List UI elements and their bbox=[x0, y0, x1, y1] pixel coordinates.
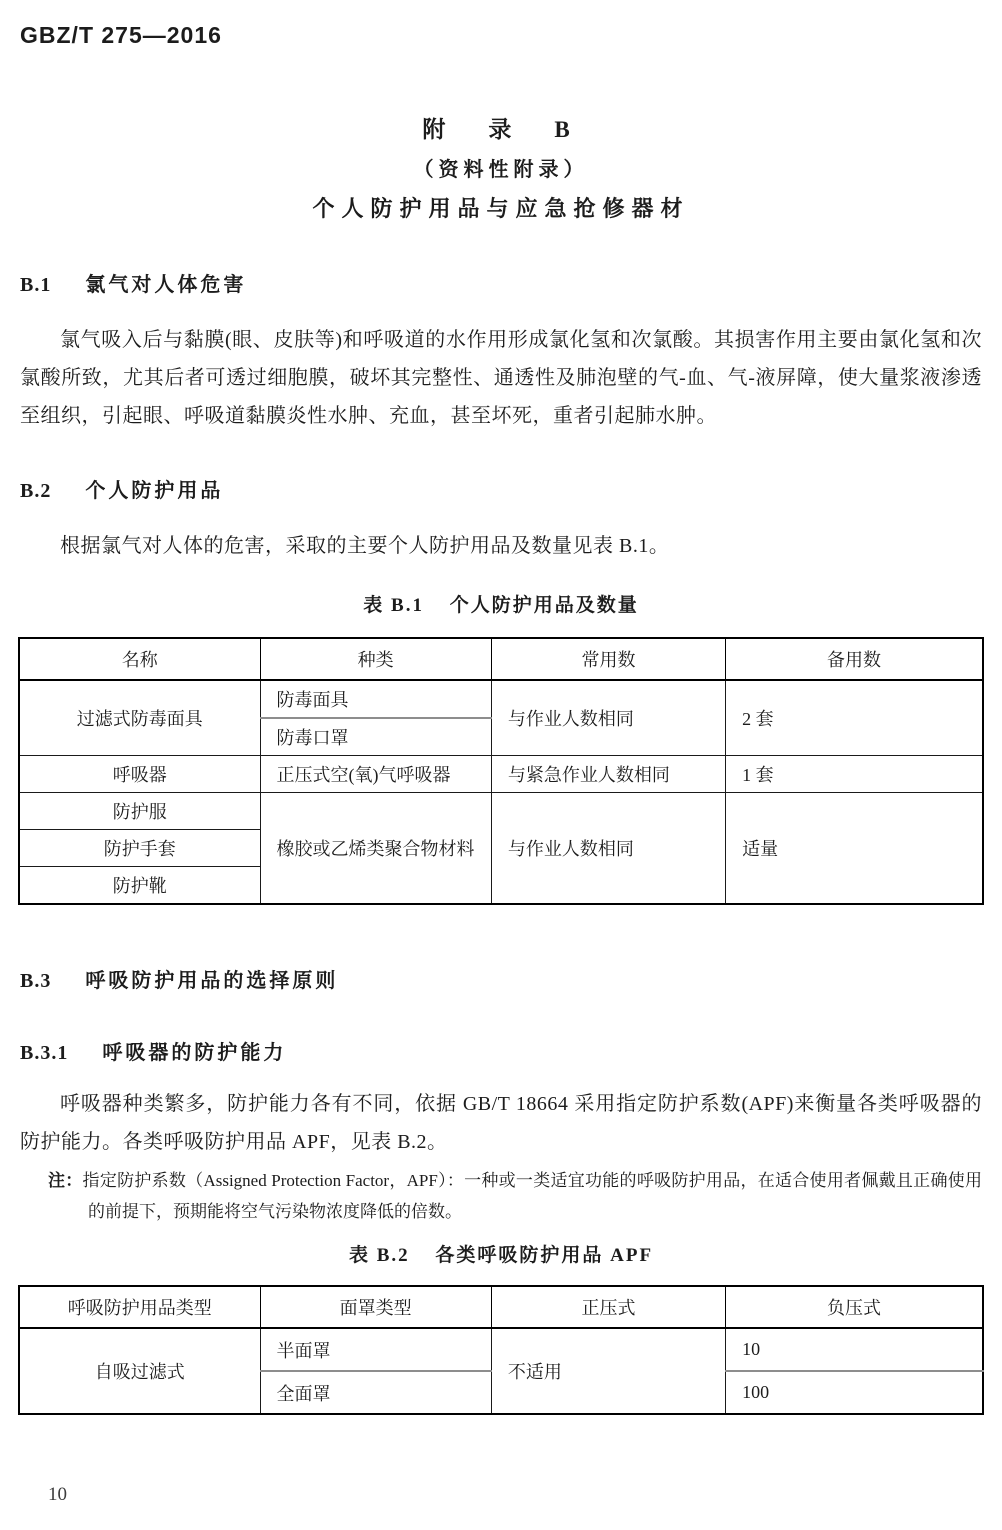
cell-protective-suit: 防护服 bbox=[19, 793, 260, 830]
table-b2-caption bbox=[20, 1241, 982, 1271]
table-header-row bbox=[19, 1286, 983, 1328]
cell-apf-100: 100 bbox=[726, 1371, 983, 1414]
table-caption-label: 表 B.1 bbox=[363, 595, 424, 616]
paragraph-b1: 氯气吸入后与黏膜(眼、皮肤等)和呼吸道的水作用形成氯化氢和次氯酸。其损害作用主要由氯化氢和次氯酸所致，尤其后者可透过细胞膜，破坏其完整性、通透性及肺泡壁的气-血、气-液屏障，使大量浆液渗透至组织，引起眼、呼吸道黏膜炎性水肿、充血，甚至坏死，重者引起肺水肿。 bbox=[20, 329, 982, 427]
section-number: B.2 bbox=[20, 480, 52, 502]
column-header-spare-qty: 备用数 bbox=[726, 638, 983, 680]
cell-respirator-kind: 正压式空(氧)气呼吸器 bbox=[260, 756, 491, 793]
section-title: 呼吸防护用品的选择原则 bbox=[85, 970, 339, 992]
cell-spare-qty: 适量 bbox=[726, 793, 983, 905]
cell-respirator-name: 呼吸器 bbox=[19, 756, 260, 793]
cell-protective-gloves: 防护手套 bbox=[19, 830, 260, 867]
paragraph-b2: 根据氯气对人体的危害，采取的主要个人防护用品及数量见表 B.1。 bbox=[60, 535, 670, 557]
standard-number: GBZ/T 275—2016 bbox=[20, 22, 222, 48]
column-header-positive-pressure: 正压式 bbox=[491, 1286, 725, 1328]
table-caption-title: 各类呼吸防护用品 APF bbox=[435, 1245, 654, 1266]
table-header-row bbox=[19, 638, 983, 680]
section-heading-b1 bbox=[20, 271, 982, 299]
note-apf-definition bbox=[20, 1165, 982, 1227]
section-heading-b3 bbox=[20, 967, 982, 995]
cell-material-kind: 橡胶或乙烯类聚合物材料 bbox=[260, 793, 491, 905]
page-number: 10 bbox=[48, 1484, 67, 1505]
column-header-mask-type: 面罩类型 bbox=[260, 1286, 491, 1328]
table-b1 bbox=[18, 637, 984, 905]
column-header-common-qty: 常用数 bbox=[491, 638, 725, 680]
appendix-title: 个人防护用品与应急抢修器材 bbox=[312, 196, 690, 221]
table-caption-label: 表 B.2 bbox=[348, 1245, 410, 1266]
section-heading-b2 bbox=[20, 477, 982, 505]
cell-gas-respirator-mask: 防毒口罩 bbox=[260, 718, 491, 756]
paragraph-b31: 呼吸器种类繁多，防护能力各有不同，依据 GB/T 18664 采用指定防护系数(APF)来衡量各类呼吸器的防护能力。各类呼吸防护用品 APF，见表 B.2。 bbox=[20, 1093, 982, 1153]
column-header-kind: 种类 bbox=[260, 638, 491, 680]
section-number: B.1 bbox=[20, 274, 52, 296]
appendix-type: （资料性附录） bbox=[413, 159, 589, 181]
section-title: 呼吸器的防护能力 bbox=[102, 1042, 287, 1064]
table-row bbox=[19, 1328, 983, 1371]
table-row bbox=[19, 680, 983, 718]
cell-common-qty: 与作业人数相同 bbox=[491, 793, 725, 905]
column-header-negative-pressure: 负压式 bbox=[726, 1286, 983, 1328]
cell-half-mask: 半面罩 bbox=[260, 1328, 491, 1371]
note-text: 指定防护系数（Assigned Protection Factor，APF）：一种或一类适宜功能的呼吸防护用品，在适合使用者佩戴且正确使用的前提下，预期能将空气污染物浓度降低的倍数。 bbox=[82, 1171, 982, 1221]
section-number: B.3.1 bbox=[20, 1042, 69, 1064]
column-header-name: 名称 bbox=[19, 638, 260, 680]
cell-spare-qty: 2 套 bbox=[726, 680, 983, 756]
cell-filter-mask-name: 过滤式防毒面具 bbox=[19, 680, 260, 756]
appendix-label: 附 录 B bbox=[422, 117, 580, 142]
cell-self-priming-filter-type: 自吸过滤式 bbox=[19, 1328, 260, 1414]
cell-full-mask: 全面罩 bbox=[260, 1371, 491, 1414]
cell-common-qty: 与紧急作业人数相同 bbox=[491, 756, 725, 793]
cell-apf-10: 10 bbox=[726, 1328, 983, 1371]
table-row bbox=[19, 793, 983, 830]
cell-protective-boots: 防护靴 bbox=[19, 867, 260, 905]
table-row bbox=[19, 756, 983, 793]
cell-not-applicable: 不适用 bbox=[491, 1328, 725, 1414]
cell-gas-mask: 防毒面具 bbox=[260, 680, 491, 718]
cell-common-qty: 与作业人数相同 bbox=[491, 680, 725, 756]
section-heading-b31 bbox=[20, 1039, 982, 1067]
note-label: 注： bbox=[48, 1171, 83, 1190]
section-title: 个人防护用品 bbox=[85, 480, 224, 502]
section-title: 氯气对人体危害 bbox=[85, 274, 247, 296]
table-caption-title: 个人防护用品及数量 bbox=[449, 595, 639, 616]
table-b1-caption bbox=[20, 591, 982, 621]
table-b2 bbox=[18, 1285, 984, 1415]
cell-spare-qty: 1 套 bbox=[726, 756, 983, 793]
column-header-rpe-type: 呼吸防护用品类型 bbox=[19, 1286, 260, 1328]
section-number: B.3 bbox=[20, 970, 52, 992]
appendix-heading-block bbox=[20, 109, 982, 229]
